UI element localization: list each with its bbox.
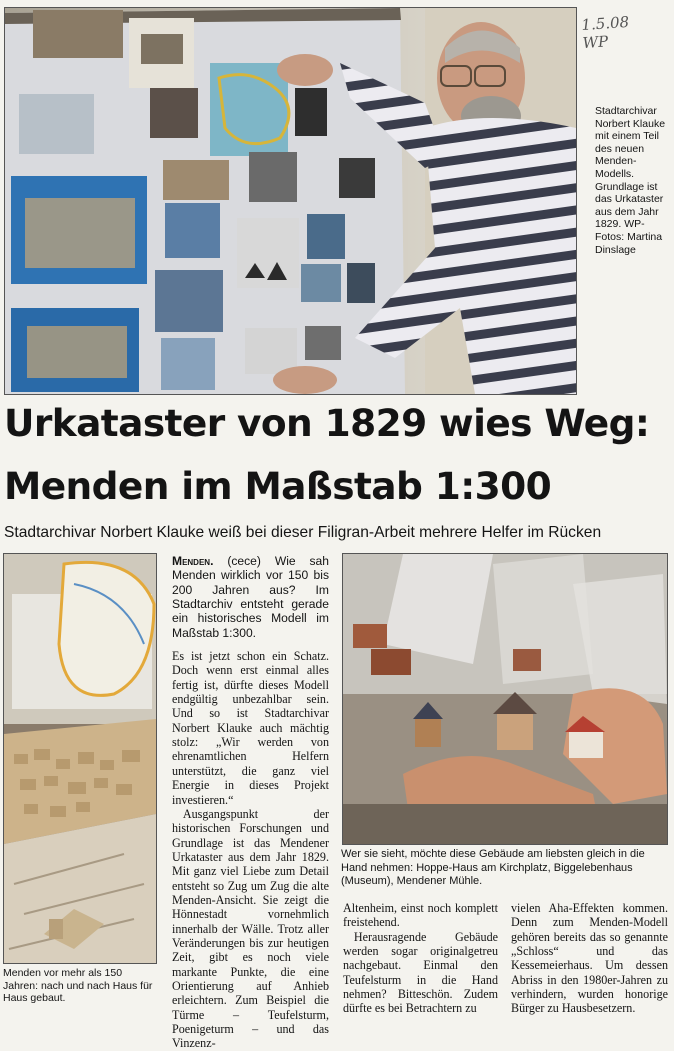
headline-line-1: Urkataster von 1829 wies Weg: [4,401,650,445]
paragraph-4: Herausragende Gebäude werden sogar originalgetreu nachgebaut. Einmal den Teufelsturm in die Hand nehmen? Bitteschön. Zudem dürfte es bei Betrachtern zu [343,929,498,1016]
article-column-1 [172,554,329,1051]
paragraph-5: vielen Aha-Effekten kommen. Denn zum Menden-Modell gehören bereits das so genannte „Schloss“ und das Kessemeierhaus. Um dessen Abriss in den 1980er-Jahren zu verhindern, wurden honorige Bürger zu Hausbesetzern. [511,901,668,1016]
photo-model-houses-in-hands [342,553,668,845]
photo-houses-scene [343,554,667,844]
photo-right-caption: Wer sie sieht, möchte diese Gebäude am liebsten gleich in die Hand nehmen: Hoppe-Haus am Kirchplatz, Biggelebenhaus (Museum), Mendener Mühle. [341,848,645,888]
photo-archivist-with-model-board [4,7,577,395]
paragraph-3: Altenheim, einst noch komplett freistehend. [343,901,498,930]
subheadline: Stadtarchivar Norbert Klauke weiß bei dieser Filigran-Arbeit mehrere Helfer im Rücken [4,524,602,541]
photo-left-caption: Menden vor mehr als 150 Jahren: nach und nach Haus für Haus gebaut. [3,967,153,1005]
dateline-city: Menden. [172,554,214,568]
handwritten-date-note [581,12,645,52]
photo-city-model [3,553,157,964]
photo-scene [5,8,576,394]
article-column-3 [511,901,668,1016]
lead-text: Wie sah Menden wirklich vor 150 bis 200 Jahren aus? Im Stadtarchiv entsteht gerade ein historisches Modell im Maßstab 1:300. [172,554,329,640]
article-column-2 [343,901,498,1016]
paragraph-2: Ausgangspunkt der historischen Forschungen und Grundlage ist das Mendener Urkataster aus dem Jahr 1829. Mit ganz viel Liebe zum Detail entsteht so Zug um Zug die alte Menden-Ansicht. Sie zeigt die Hönnestadt vornehmlich innerhalb der Wälle. Trotz aller Veränderungen bis zur heutigen Zeit, gibt es noch viele markante Punkte, die eine Orientierung auf Anhieb erleichtern. Zum Beispiel die Türme – Teufelsturm, Poenigeturm – und das Vinzenz- [172,806,329,1051]
headline-line-2: Menden im Maßstab 1:300 [4,464,552,508]
photo-city-model-scene [4,554,156,963]
handwritten-date: 1.5.08 WP [580,12,630,53]
photo-main-caption: Stadtarchivar Norbert Klauke mit einem Teil des neuen Menden-Modells. Grundlage ist das Urkataster aus dem Jahr 1829. WP-Fotos: Martina Dinslage [595,105,666,256]
article-lead [172,554,329,640]
paragraph-1: Es ist jetzt schon ein Schatz. Doch wenn erst einmal alles fertig ist, dürfte dieses Modell endgültig unbezahlbar sein. Und so ist Stadtarchivar Norbert Klauke auch mächtig stolz: „Wir werden von ehrenamtlichen Helfern unterstützt, die ganz viel Energie in dieses Projekt investieren.“ [172,649,329,807]
dateline-author: (cece) [227,554,261,568]
